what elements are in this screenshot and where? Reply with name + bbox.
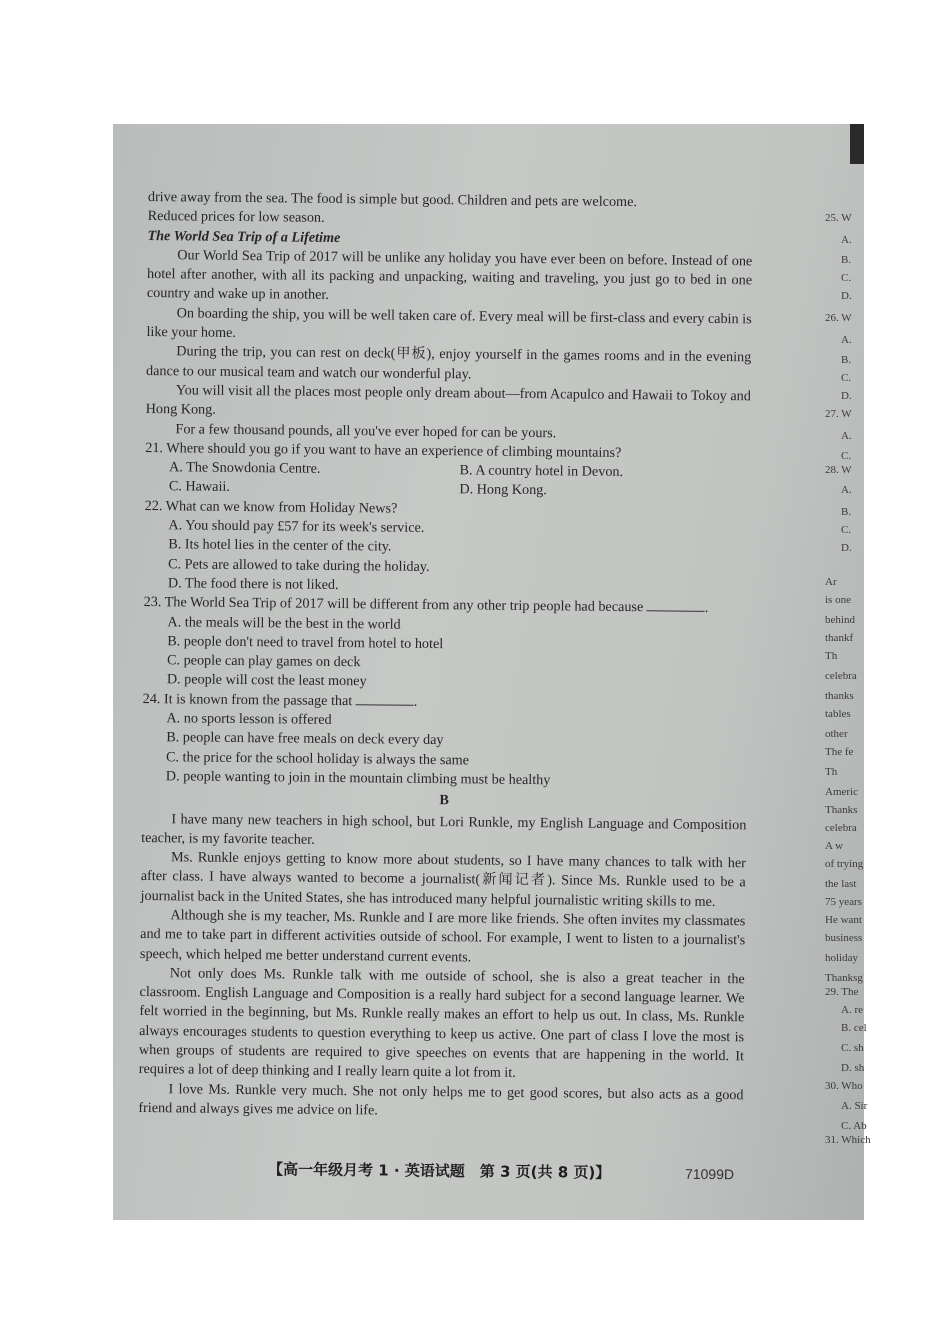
edge-fragment: He want	[825, 914, 862, 926]
passage-a-intro-line: Reduced prices for low season.	[147, 208, 325, 227]
trip-paragraph: During the trip, you can rest on deck(甲板), enjoy yourself in the games rooms and in the evening dance to our musical team and watch our wonderful play.	[146, 343, 752, 383]
answer-blank	[647, 598, 705, 612]
edge-fragment: Americ	[825, 786, 858, 798]
edge-fragment: 75 years	[825, 896, 862, 908]
edge-fragment: A. re	[841, 1004, 863, 1016]
exam-page-text	[138, 188, 753, 1125]
trip-title: The World Sea Trip of a Lifetime	[147, 227, 341, 246]
passage-a-intro-line: drive away from the sea. The food is simple but good. Children and pets are welcome.	[147, 188, 638, 211]
option: C. Hawaii.	[168, 478, 231, 496]
option: A. The Snowdonia Centre.	[168, 459, 321, 477]
edge-fragment: thanks	[825, 690, 854, 702]
edge-fragment: 25. W	[825, 212, 852, 224]
option: C. the price for the school holiday is always the same	[165, 748, 470, 769]
edge-fragment: tables	[825, 708, 851, 720]
edge-fragment: A.	[841, 334, 852, 346]
trip-paragraph: For a few thousand pounds, all you've ever hoped for can be yours.	[175, 420, 557, 441]
adjacent-page-edge	[821, 124, 871, 1220]
edge-fragment: D.	[841, 542, 852, 554]
edge-fragment: holiday	[825, 952, 858, 964]
option: A. You should pay £57 for its week's service.	[168, 517, 425, 536]
section-b-label: B	[439, 792, 449, 809]
option: D. Hong Kong.	[459, 481, 547, 499]
edge-fragment: D.	[841, 290, 852, 302]
edge-fragment: 26. W	[825, 312, 852, 324]
edge-fragment: behind	[825, 614, 855, 626]
passage-b-paragraph: I love Ms. Runkle very much. She not only helps me to get good scores, but also acts as a good friend and always gives me advice on life.	[138, 1080, 744, 1119]
edge-fragment: C.	[841, 524, 852, 536]
edge-fragment: 27. W	[825, 408, 852, 420]
passage-b-paragraph: Although she is my teacher, Ms. Runkle and I are more like friends. She often invites my classmates and me to take part in different activities outside of school. For example, I went to listen to a journalist's speech, which helped me better understand current events.	[139, 907, 746, 966]
option: A. the meals will be the best in the world	[167, 613, 401, 633]
edge-fragment: 30. Who	[825, 1080, 863, 1092]
option: D. The food there is not liked.	[167, 575, 339, 593]
edge-fragment: A.	[841, 484, 852, 496]
edge-fragment: Thanks	[825, 804, 858, 816]
trip-paragraph: On boarding the ship, you will be well taken care of. Every meal will be first-class and every cabin is like your home.	[146, 305, 752, 342]
edge-fragment: Th	[825, 650, 838, 662]
edge-fragment: business	[825, 932, 863, 944]
option: C. people can play games on deck	[166, 652, 361, 671]
edge-fragment: A.	[841, 430, 852, 442]
question-24: 24. It is known from the passage that .	[142, 690, 418, 710]
edge-fragment: B.	[841, 254, 852, 266]
edge-fragment: A. Sir	[841, 1100, 868, 1112]
edge-fragment: B. cel	[841, 1022, 867, 1034]
question-21-stem: 21. Where should you go if you want to have an experience of climbing mountains?	[145, 439, 622, 461]
question-23-stem: 23. The World Sea Trip of 2017 will be different from any other trip people had because	[143, 594, 644, 616]
edge-fragment: celebra	[825, 670, 857, 682]
edge-fragment: B.	[841, 354, 852, 366]
edge-fragment: thankf	[825, 632, 854, 644]
edge-fragment: C.	[841, 372, 852, 384]
edge-fragment: the last	[825, 878, 857, 890]
edge-fragment: The fe	[825, 746, 854, 758]
edge-fragment: B.	[841, 506, 852, 518]
page-footer: 【高一年级月考 1 · 英语试题 第 3 页(共 8 页)】	[267, 1160, 611, 1182]
option: D. people will cost the least money	[166, 671, 367, 690]
edge-fragment: 31. Which	[825, 1134, 871, 1146]
edge-fragment: D. sh	[841, 1062, 865, 1074]
edge-fragment: Ar	[825, 576, 837, 588]
edge-fragment: C. Ab	[841, 1120, 867, 1132]
passage-b-paragraph: I have many new teachers in high school, but Lori Runkle, my English Language and Composition teacher, is my favorite teacher.	[141, 810, 747, 848]
edge-fragment: C. sh	[841, 1042, 864, 1054]
edge-fragment: is one	[825, 594, 851, 606]
question-23: 23. The World Sea Trip of 2017 will be different from any other trip people had because .	[143, 594, 709, 617]
option: B. people can have free meals on deck every day	[166, 729, 444, 749]
edge-fragment: celebra	[825, 822, 857, 834]
edge-fragment: C.	[841, 450, 852, 462]
edge-fragment: 29. The	[825, 986, 859, 998]
option: D. people wanting to join in the mountain climbing must be healthy	[165, 768, 551, 789]
answer-blank	[356, 692, 414, 706]
exam-code: 71099D	[684, 1165, 735, 1183]
question-22-stem: 22. What can we know from Holiday News?	[144, 497, 398, 517]
edge-fragment: other	[825, 728, 848, 740]
edge-fragment: A w	[825, 840, 844, 852]
edge-fragment: of trying	[825, 858, 864, 870]
edge-fragment: Th	[825, 766, 838, 778]
passage-b-paragraph: Not only does Ms. Runkle talk with me outside of school, she is also a great teacher in the classroom. English Language and Composition is a really hard subject for a second language learner. We felt worried in the beginning, but Ms. Runkle really makes an effort to help us out. In class, Ms. Runkle always encourages students to question everything to keep us active. One part of class I love the most is when groups of students are required to give speeches on events that are happening in the world. It requires a lot of deep thinking and I really learn quite a lot from it.	[138, 965, 745, 1082]
trip-paragraph: You will visit all the places most people only dream about—from Acapulco and Hawaii to Tokoy and Hong Kong.	[145, 382, 751, 418]
edge-fragment: C.	[841, 272, 852, 284]
option: C. Pets are allowed to take during the holiday.	[167, 555, 430, 575]
trip-paragraph: Our World Sea Trip of 2017 will be unlike any holiday you have ever been on before. Instead of one hotel after another, with all its packing and unpacking, waiting and traveling, you just go to bed in one country and wake up in another.	[146, 247, 753, 304]
photo-of-exam-page	[113, 124, 871, 1220]
passage-b-paragraph: Ms. Runkle enjoys getting to know more about students, so I have many chances to talk with her after class. I have always wanted to become a journalist(新闻记者). Since Ms. Runkle used to be a journalist back in the United States, she has introduced many helpful journalistic writing skills to me.	[140, 849, 747, 910]
edge-fragment: D.	[841, 390, 852, 402]
option: B. people don't need to travel from hotel to hotel	[167, 633, 444, 652]
option: B. Its hotel lies in the center of the city.	[168, 536, 392, 555]
edge-fragment: A.	[841, 234, 852, 246]
edge-fragment: Thanksg	[825, 972, 863, 984]
option: A. no sports lesson is offered	[166, 710, 332, 728]
option: B. A country hotel in Devon.	[459, 462, 624, 481]
edge-fragment: 28. W	[825, 464, 852, 476]
question-24-stem: 24. It is known from the passage that	[142, 690, 353, 709]
